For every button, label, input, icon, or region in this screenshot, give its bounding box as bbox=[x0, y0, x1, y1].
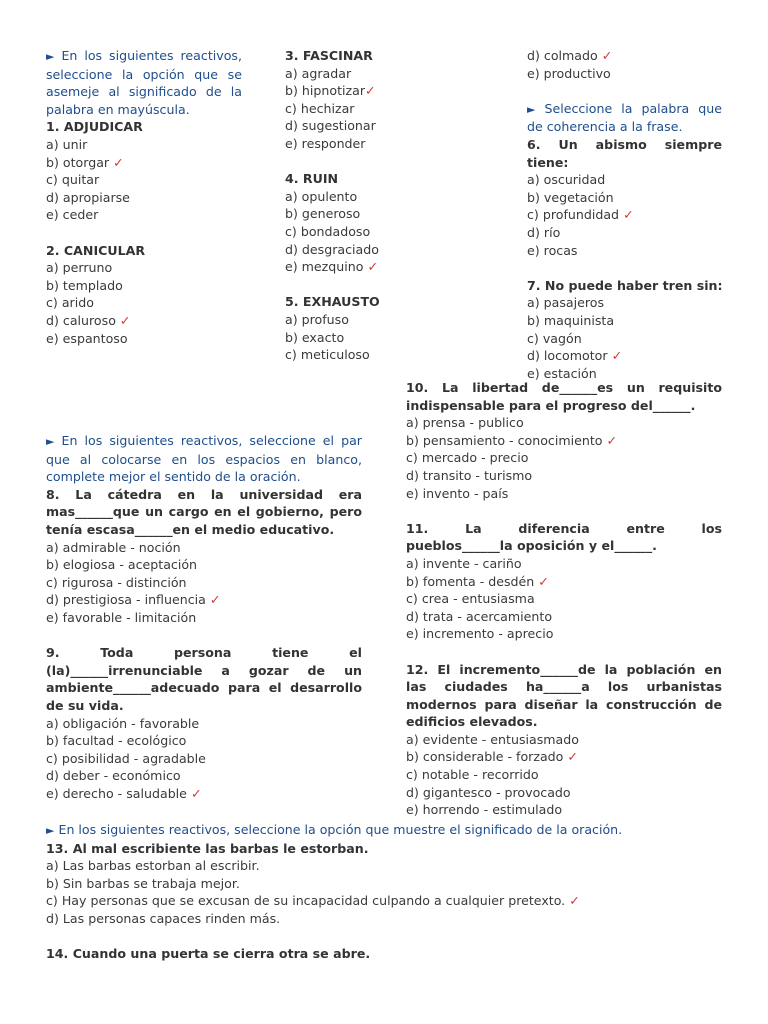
right-lower-block bbox=[406, 379, 722, 819]
col3-block bbox=[527, 47, 722, 382]
option-2b[interactable]: b) templado bbox=[46, 277, 123, 293]
question-12-title: las ciudades ha______a los urbanistas bbox=[406, 679, 722, 695]
question-9-title: (la)______irrenunciable a gozar de un bbox=[46, 662, 362, 678]
triangle-bullet-icon: ► bbox=[46, 50, 55, 63]
option-1d[interactable]: d) apropiarse bbox=[46, 189, 130, 205]
triangle-bullet-icon: ► bbox=[46, 435, 55, 448]
question-3-title: 3. FASCINAR bbox=[285, 48, 373, 63]
option-10e[interactable]: e) invento - país bbox=[406, 485, 509, 501]
option-2c[interactable]: c) arido bbox=[46, 295, 94, 311]
option-3b[interactable]: b) hipnotizar✓ bbox=[285, 83, 376, 99]
question-10-title: 10. La libertad de______es un requisito bbox=[406, 380, 722, 395]
option-8e[interactable]: e) favorable - limitación bbox=[46, 609, 197, 625]
bottom-block bbox=[46, 821, 726, 963]
option-13d[interactable]: d) Las personas capaces rinden más. bbox=[46, 910, 281, 926]
option-11e[interactable]: e) incremento - aprecio bbox=[406, 626, 554, 642]
option-11b[interactable]: b) fomenta - desdén ✓ bbox=[406, 573, 549, 589]
question-4-title: 4. RUIN bbox=[285, 171, 339, 187]
triangle-bullet-icon: ► bbox=[527, 102, 536, 116]
option-8d[interactable]: d) prestigiosa - influencia ✓ bbox=[46, 592, 221, 608]
col3-intro-line: ► Seleccione la palabra que bbox=[527, 100, 722, 116]
left-intro-line: que al colocarse en los espacios en blanco, bbox=[46, 451, 362, 467]
question-9-title: ambiente______adecuado para el desarrollo bbox=[46, 680, 362, 696]
checkmark-icon: ✓ bbox=[623, 207, 634, 223]
checkmark-icon: ✓ bbox=[209, 592, 221, 608]
option-9e[interactable]: e) derecho - saludable ✓ bbox=[46, 785, 202, 801]
left-lower-block bbox=[46, 432, 362, 802]
checkmark-icon: ✓ bbox=[606, 432, 618, 448]
question-6-title: 6. Un abismo siempre bbox=[527, 136, 722, 152]
option-11c[interactable]: c) crea - entusiasma bbox=[406, 591, 535, 607]
option-1a[interactable]: a) unir bbox=[46, 136, 88, 152]
option-7a[interactable]: a) pasajeros bbox=[527, 295, 605, 311]
option-7d[interactable]: d) locomotor ✓ bbox=[527, 348, 623, 364]
checkmark-icon: ✓ bbox=[119, 312, 131, 328]
question-5-title: 5. EXHAUSTO bbox=[285, 294, 380, 310]
question-12-title: 12. El incremento______de la población en bbox=[406, 661, 722, 677]
bottom-intro: ► En los siguientes reactivos, seleccione la opción que muestre el significado de la oración. bbox=[46, 822, 623, 837]
option-6d[interactable]: d) río bbox=[527, 224, 561, 240]
option-10a[interactable]: a) prensa - publico bbox=[406, 415, 524, 431]
col1-intro-line: asemeje al significado de la bbox=[46, 84, 242, 100]
option-3e[interactable]: e) responder bbox=[285, 135, 366, 151]
option-5e[interactable]: e) productivo bbox=[527, 65, 611, 81]
left-intro-line: ► En los siguientes reactivos, seleccione el par bbox=[46, 433, 362, 448]
checkmark-icon: ✓ bbox=[113, 154, 124, 170]
option-10b[interactable]: b) pensamiento - conocimiento ✓ bbox=[406, 432, 618, 448]
option-3c[interactable]: c) hechizar bbox=[285, 100, 355, 116]
checkmark-icon: ✓ bbox=[365, 83, 376, 99]
col1-intro-line: seleccione la opción que se bbox=[46, 66, 242, 82]
left-intro-line: complete mejor el sentido de la oración. bbox=[46, 469, 301, 485]
question-12-title: modernos para diseñar la construcción de bbox=[406, 696, 722, 712]
option-8a[interactable]: a) admirable - noción bbox=[46, 539, 181, 555]
option-5c[interactable]: c) meticuloso bbox=[285, 347, 370, 363]
question-10-title: indispensable para el progreso del______. bbox=[406, 397, 696, 413]
option-10d[interactable]: d) transito - turismo bbox=[406, 467, 533, 483]
option-9d[interactable]: d) deber - económico bbox=[46, 768, 181, 784]
option-12d[interactable]: d) gigantesco - provocado bbox=[406, 784, 571, 800]
option-4c[interactable]: c) bondadoso bbox=[285, 223, 371, 239]
question-9-title: de su vida. bbox=[46, 697, 124, 713]
checkmark-icon: ✓ bbox=[569, 893, 580, 909]
option-2d[interactable]: d) caluroso ✓ bbox=[46, 312, 131, 328]
question-8-title: mas______que un cargo en el gobierno, pero bbox=[46, 504, 362, 520]
option-7e[interactable]: e) estación bbox=[527, 365, 597, 381]
option-12c[interactable]: c) notable - recorrido bbox=[406, 767, 539, 783]
option-1b[interactable]: b) otorgar ✓ bbox=[46, 154, 124, 170]
col2-block bbox=[285, 47, 485, 364]
option-10c[interactable]: c) mercado - precio bbox=[406, 450, 529, 466]
option-9a[interactable]: a) obligación - favorable bbox=[46, 715, 200, 731]
checkmark-icon: ✓ bbox=[190, 785, 202, 801]
option-8c[interactable]: c) rigurosa - distinción bbox=[46, 574, 187, 590]
option-12b[interactable]: b) considerable - forzado ✓ bbox=[406, 749, 578, 765]
checkmark-icon: ✓ bbox=[611, 348, 623, 364]
question-12-title: edificios elevados. bbox=[406, 714, 538, 730]
col1-block bbox=[46, 47, 242, 347]
option-5d[interactable]: d) colmado ✓ bbox=[527, 48, 613, 63]
option-12a[interactable]: a) evidente - entusiasmado bbox=[406, 731, 579, 747]
option-13b[interactable]: b) Sin barbas se trabaja mejor. bbox=[46, 875, 240, 891]
option-6a[interactable]: a) oscuridad bbox=[527, 172, 606, 188]
option-5a[interactable]: a) profuso bbox=[285, 311, 349, 327]
option-9b[interactable]: b) facultad - ecológico bbox=[46, 733, 187, 749]
question-13-title: 13. Al mal escribiente las barbas le estorban. bbox=[46, 840, 369, 856]
option-1e[interactable]: e) ceder bbox=[46, 207, 99, 223]
checkmark-icon: ✓ bbox=[367, 259, 379, 275]
option-6e[interactable]: e) rocas bbox=[527, 242, 578, 258]
option-11a[interactable]: a) invente - cariño bbox=[406, 555, 522, 571]
col3-intro-line: de coherencia a la frase. bbox=[527, 119, 683, 135]
question-8-title: 8. La cátedra en la universidad era bbox=[46, 486, 362, 502]
question-14-title: 14. Cuando una puerta se cierra otra se abre. bbox=[46, 946, 371, 962]
col1-intro-line: ► En los siguientes reactivos, bbox=[46, 48, 242, 63]
option-2e[interactable]: e) espantoso bbox=[46, 330, 128, 346]
option-7c[interactable]: c) vagón bbox=[527, 330, 582, 346]
question-9-title: 9. Toda persona tiene el bbox=[46, 645, 362, 661]
option-8b[interactable]: b) elogiosa - aceptación bbox=[46, 557, 198, 573]
question-7-title: 7. No puede haber tren sin: bbox=[527, 277, 723, 293]
question-6-title: tiene: bbox=[527, 154, 569, 170]
option-1c[interactable]: c) quitar bbox=[46, 172, 100, 188]
option-11d[interactable]: d) trata - acercamiento bbox=[406, 608, 553, 624]
option-4d[interactable]: d) desgraciado bbox=[285, 241, 379, 257]
checkmark-icon: ✓ bbox=[567, 749, 578, 765]
option-3a[interactable]: a) agradar bbox=[285, 65, 352, 81]
question-1-title: 1. ADJUDICAR bbox=[46, 119, 143, 135]
question-11-title: 11. La diferencia entre los bbox=[406, 520, 722, 536]
checkmark-icon: ✓ bbox=[538, 573, 549, 589]
option-4a[interactable]: a) opulento bbox=[285, 188, 358, 204]
option-9c[interactable]: c) posibilidad - agradable bbox=[46, 750, 206, 766]
option-6c[interactable]: c) profundidad ✓ bbox=[527, 207, 634, 223]
col1-intro-line: palabra en mayúscula. bbox=[46, 101, 190, 117]
question-8-title: tenía escasa______en el medio educativo. bbox=[46, 521, 335, 537]
option-3d[interactable]: d) sugestionar bbox=[285, 118, 376, 134]
option-4e[interactable]: e) mezquino ✓ bbox=[285, 259, 379, 275]
option-4b[interactable]: b) generoso bbox=[285, 206, 361, 222]
triangle-bullet-icon: ► bbox=[46, 824, 55, 837]
question-2-title: 2. CANICULAR bbox=[46, 242, 146, 258]
option-5b[interactable]: b) exacto bbox=[285, 329, 345, 345]
option-13a[interactable]: a) Las barbas estorban al escribir. bbox=[46, 858, 260, 874]
option-13c[interactable]: c) Hay personas que se excusan de su incapacidad culpando a cualquier pretexto. ✓ bbox=[46, 893, 580, 909]
option-2a[interactable]: a) perruno bbox=[46, 260, 113, 276]
option-12e[interactable]: e) horrendo - estimulado bbox=[406, 802, 563, 818]
option-7b[interactable]: b) maquinista bbox=[527, 312, 615, 328]
question-11-title: pueblos______la oposición y el______. bbox=[406, 538, 657, 554]
option-6b[interactable]: b) vegetación bbox=[527, 189, 614, 205]
checkmark-icon: ✓ bbox=[601, 48, 613, 63]
